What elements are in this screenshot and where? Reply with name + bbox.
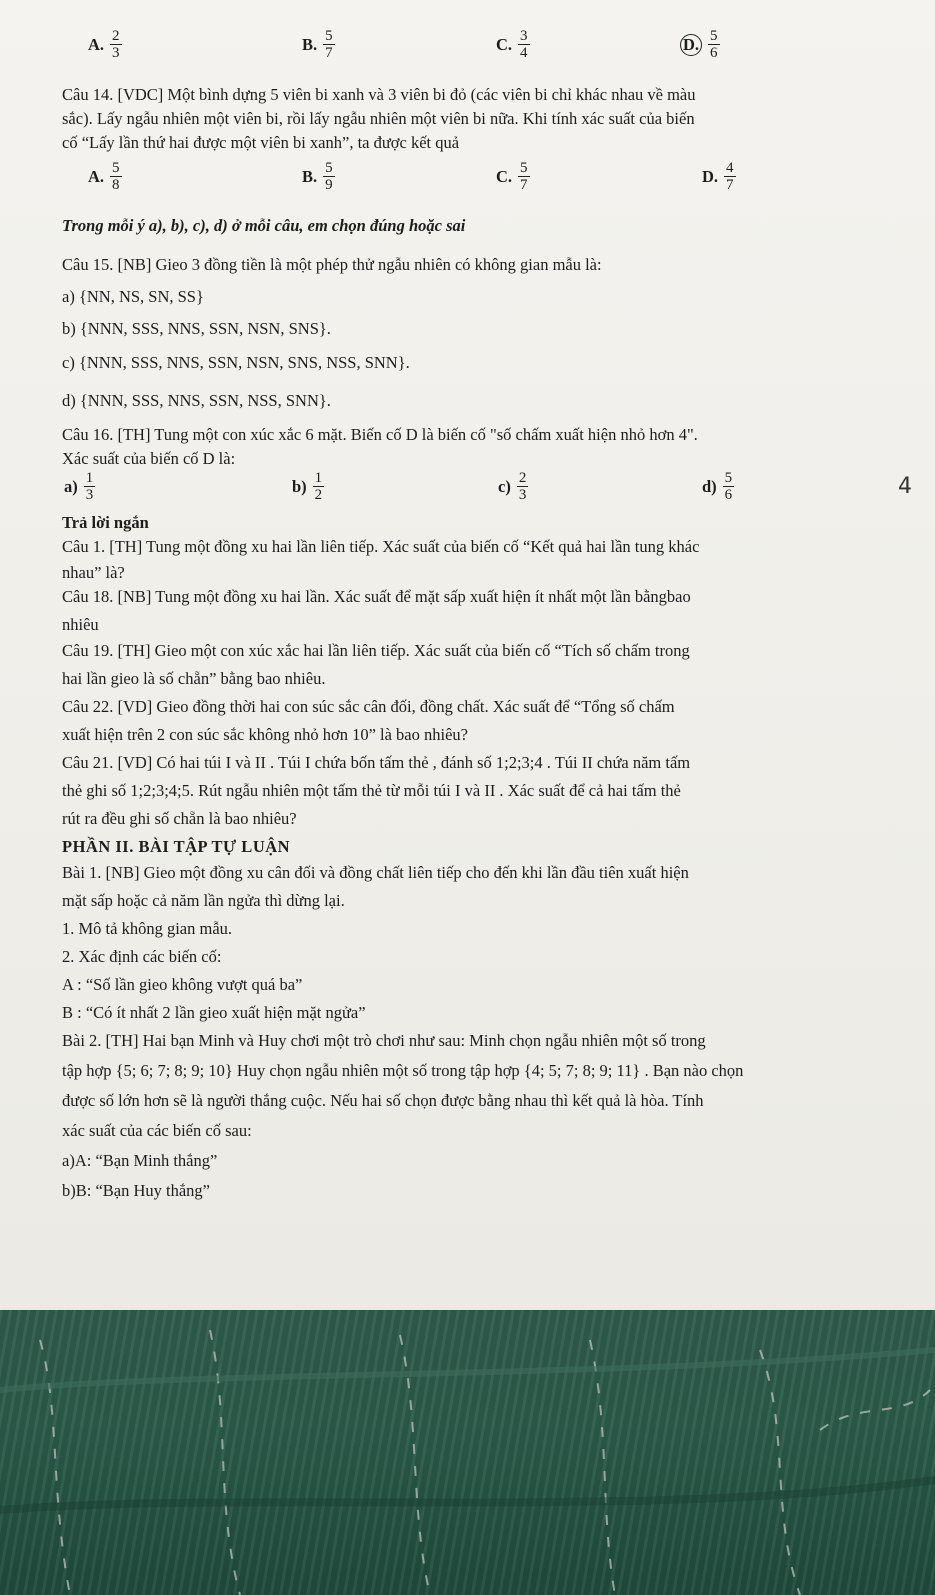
q14-line2: sắc). Lấy ngẫu nhiên một viên bi, rồi lấy ngẫu nhiên một viên bi nữa. Khi tính xác suất của biến — [62, 109, 695, 128]
q19-line2: hai lần gieo là số chẵn” bằng bao nhiêu. — [62, 669, 326, 688]
q15-title: Câu 15. [NB] Gieo 3 đồng tiền là một phép thử ngẫu nhiên có không gian mẫu là: — [62, 255, 602, 274]
instruction: Trong mỗi ý a), b), c), d) ở mỗi câu, em chọn đúng hoặc sai — [62, 216, 466, 235]
q14-options — [80, 160, 900, 200]
q22-line2: xuất hiện trên 2 con súc sắc không nhỏ hơn 10” là bao nhiêu? — [62, 725, 468, 744]
bai1-event-b: B : “Có ít nhất 2 lần gieo xuất hiện mặt ngửa” — [62, 1003, 366, 1022]
q14-line3: cố “Lấy lần thứ hai được một viên bi xanh”, ta được kết quả — [62, 133, 460, 152]
q18-line1: Câu 18. [NB] Tung một đồng xu hai lần. Xác suất để mặt sấp xuất hiện ít nhất một lần bằngbao — [62, 587, 691, 606]
bai2-line4: xác suất của các biến cố sau: — [62, 1121, 252, 1140]
q14-option-c[interactable]: C. $\frac{5}{7}$ — [496, 160, 528, 193]
q16-option-a[interactable]: a) $\frac{1}{3}$ — [64, 470, 94, 503]
q1-line1: Câu 1. [TH] Tung một đồng xu hai lần liên tiếp. Xác suất của biến cố “Kết quả hai lần tung khác — [62, 537, 700, 556]
q16-option-b[interactable]: b) $\frac{1}{2}$ — [292, 470, 323, 503]
part2-heading: PHẦN II. BÀI TẬP TỰ LUẬN — [62, 837, 291, 856]
q21-line2: thẻ ghi số 1;2;3;4;5. Rút ngẫu nhiên một tấm thẻ từ mỗi túi I và II . Xác suất để cả hai tấm thẻ — [62, 781, 681, 800]
bai1-item2: 2. Xác định các biến cố: — [62, 947, 222, 966]
q16-options — [64, 470, 900, 510]
q14-line1: Câu 14. [VDC] Một bình dựng 5 viên bi xanh và 3 viên bi đỏ (các viên bi chỉ khác nhau về màu — [62, 85, 696, 104]
q15-d[interactable]: d) {NNN, SSS, NNS, SSN, NSS, SNN}. — [62, 391, 331, 410]
q1-line2: nhau” là? — [62, 563, 125, 582]
q16-option-d[interactable]: d) $\frac{5}{6}$ — [702, 470, 733, 503]
q21-line1: Câu 21. [VD] Có hai túi I và II . Túi I chứa bốn tấm thẻ , đánh số 1;2;3;4 . Túi II chứa năm tấm — [62, 753, 691, 772]
q15-b[interactable]: b) {NNN, SSS, NNS, SSN, NSN, SNS}. — [62, 319, 331, 338]
margin-note: 4 — [898, 474, 912, 499]
q13-option-b[interactable]: B. $\frac{5}{7}$ — [302, 28, 333, 61]
q22-line1: Câu 22. [VD] Gieo đồng thời hai con súc sắc cân đối, đồng chất. Xác suất để “Tổng số chấm — [62, 697, 675, 716]
fabric-quilting-lines — [0, 1310, 935, 1595]
bai2-a: a)A: “Bạn Minh thắng” — [62, 1151, 218, 1170]
q15-a[interactable]: a) {NN, NS, SN, SS} — [62, 287, 204, 306]
bai1-item1: 1. Mô tả không gian mẫu. — [62, 919, 233, 938]
q13-option-a[interactable]: A. $\frac{2}{3}$ — [88, 28, 120, 61]
bai1-event-a: A : “Số lần gieo không vượt quá ba” — [62, 975, 303, 994]
q16-line2: Xác suất của biến cố D là: — [62, 449, 236, 468]
q13-option-c[interactable]: C. $\frac{3}{4}$ — [496, 28, 528, 61]
q13-options — [80, 28, 900, 68]
q15-c[interactable]: c) {NNN, SSS, NNS, SSN, NSN, SNS, NSS, SNN}. — [62, 353, 410, 372]
q13-option-d[interactable]: D. $\frac{5}{6}$ — [680, 28, 720, 61]
bai1-line1: Bài 1. [NB] Gieo một đồng xu cân đối và đồng chất liên tiếp cho đến khi lần đầu tiên xuất hiện — [62, 863, 689, 882]
bai1-line2: mặt sấp hoặc cả năm lần ngửa thì dừng lại. — [62, 891, 345, 910]
q16-option-c[interactable]: c) $\frac{2}{3}$ — [498, 470, 527, 503]
q21-line3: rút ra đều ghi số chẵn là bao nhiêu? — [62, 809, 297, 828]
q16-line1: Câu 16. [TH] Tung một con xúc xắc 6 mặt. Biến cố D là biến cố "số chấm xuất hiện nhỏ hơn 4". — [62, 425, 698, 444]
green-fabric-background — [0, 1310, 935, 1595]
bai2-line1: Bài 2. [TH] Hai bạn Minh và Huy chơi một trò chơi như sau: Minh chọn ngẫu nhiên một số trong — [62, 1031, 706, 1050]
q18-line2: nhiêu — [62, 615, 99, 634]
q19-line1: Câu 19. [TH] Gieo một con xúc xắc hai lần liên tiếp. Xác suất của biến cố “Tích số chấm trong — [62, 641, 690, 660]
bai2-b: b)B: “Bạn Huy thắng” — [62, 1181, 211, 1200]
q14-option-b[interactable]: B. $\frac{5}{9}$ — [302, 160, 333, 193]
bai2-line2: tập hợp {5; 6; 7; 8; 9; 10} Huy chọn ngẫu nhiên một số trong tập hợp {4; 5; 7; 8; 9; 11} . Bạn nào chọn — [62, 1061, 744, 1080]
short-answer-heading: Trả lời ngắn — [62, 513, 149, 532]
bai2-line3: được số lớn hơn sẽ là người thắng cuộc. Nếu hai số chọn được bằng nhau thì kết quả là hòa. Tính — [62, 1091, 704, 1110]
q14-option-d[interactable]: D. $\frac{4}{7}$ — [702, 160, 734, 193]
q14-option-a[interactable]: A. $\frac{5}{8}$ — [88, 160, 120, 193]
